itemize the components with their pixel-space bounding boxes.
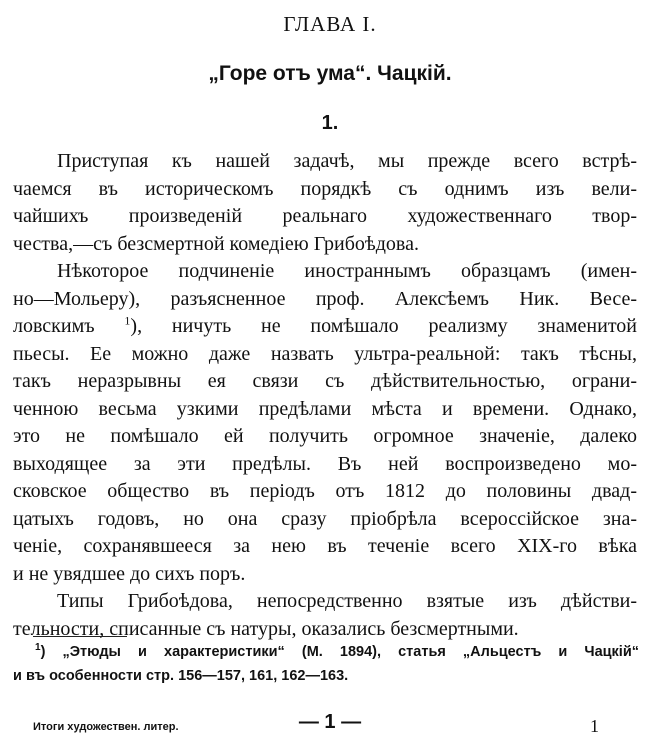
chapter-heading: ГЛАВА I. (283, 12, 377, 36)
footnote-line (13, 640, 639, 664)
text-line: Типы Грибоѣдова, непосредственно взятые изъ дѣйстви- (57, 590, 637, 612)
footnote (13, 640, 639, 688)
body-text (13, 148, 637, 643)
page-number: — 1 — (298, 711, 362, 733)
text-fragment: ловскимъ (13, 315, 95, 337)
text-line: ченіе, сохранявшееся за нею въ теченіе всего XIX-го вѣка (13, 535, 637, 557)
signature-mark: Итоги художествен. литер. (33, 721, 179, 733)
footnote-divider (33, 636, 127, 637)
text-line: и не увядшее до сихъ поръ. (13, 562, 246, 585)
section-number: 1. (321, 112, 339, 134)
text-line: чайшихъ произведеній реальнаго художественнаго твор- (13, 205, 637, 227)
text-line: но—Мольеру), разъясненное проф. Алексѣемъ Ник. Весе- (13, 287, 637, 310)
text-line: чаемся въ историческомъ порядкѣ съ однимъ изъ вели- (13, 177, 637, 200)
sheet-number: 1 (590, 716, 599, 736)
text-line: Приступая къ нашей задачѣ, мы прежде всего встрѣ- (57, 150, 637, 172)
text-line: тельности, списанные съ натуры, оказались безсмертными. (13, 617, 519, 640)
text-line: цатыхъ годовъ, но она сразу пріобрѣла всероссійское зна- (13, 507, 637, 530)
text-line: сковское общество въ періодъ отъ 1812 до половины двад- (13, 480, 637, 502)
text-line: ченною весьма узкими предѣлами мѣста и времени. Однако, (13, 397, 637, 420)
text-line: пьесы. Ее можно даже назвать ультра-реальной: такъ тѣсны, (13, 342, 637, 365)
text-fragment: ), ничуть не помѣшало реализму знаменитой (130, 315, 638, 337)
footnote-mark: 1 (35, 642, 41, 654)
footnote-text: ) „Этюды и характеристики“ (М. 1894), статья „Альцестъ и Чацкій“ (40, 644, 639, 660)
text-line: Нѣкоторое подчиненіе иностраннымъ образцамъ (имен- (57, 260, 637, 282)
text-line: чества,—съ безсмертной комедіею Грибоѣдова. (13, 232, 419, 255)
text-line-with-footnote (13, 313, 637, 341)
text-line: выходящее за эти предѣлы. Въ ней воспроизведено мо- (13, 452, 637, 475)
text-line: такъ неразрывны ея связи съ дѣйствительностью, ограни- (13, 370, 637, 392)
footnote-reference[interactable]: 1 (124, 313, 131, 328)
chapter-subtitle: „Горе отъ ума“. Чацкій. (208, 62, 452, 85)
footnote-line: и въ особенности стр. 156—157, 161, 162—163. (13, 668, 349, 684)
text-line: это не помѣшало ей получить огромное значеніе, далеко (13, 425, 637, 447)
